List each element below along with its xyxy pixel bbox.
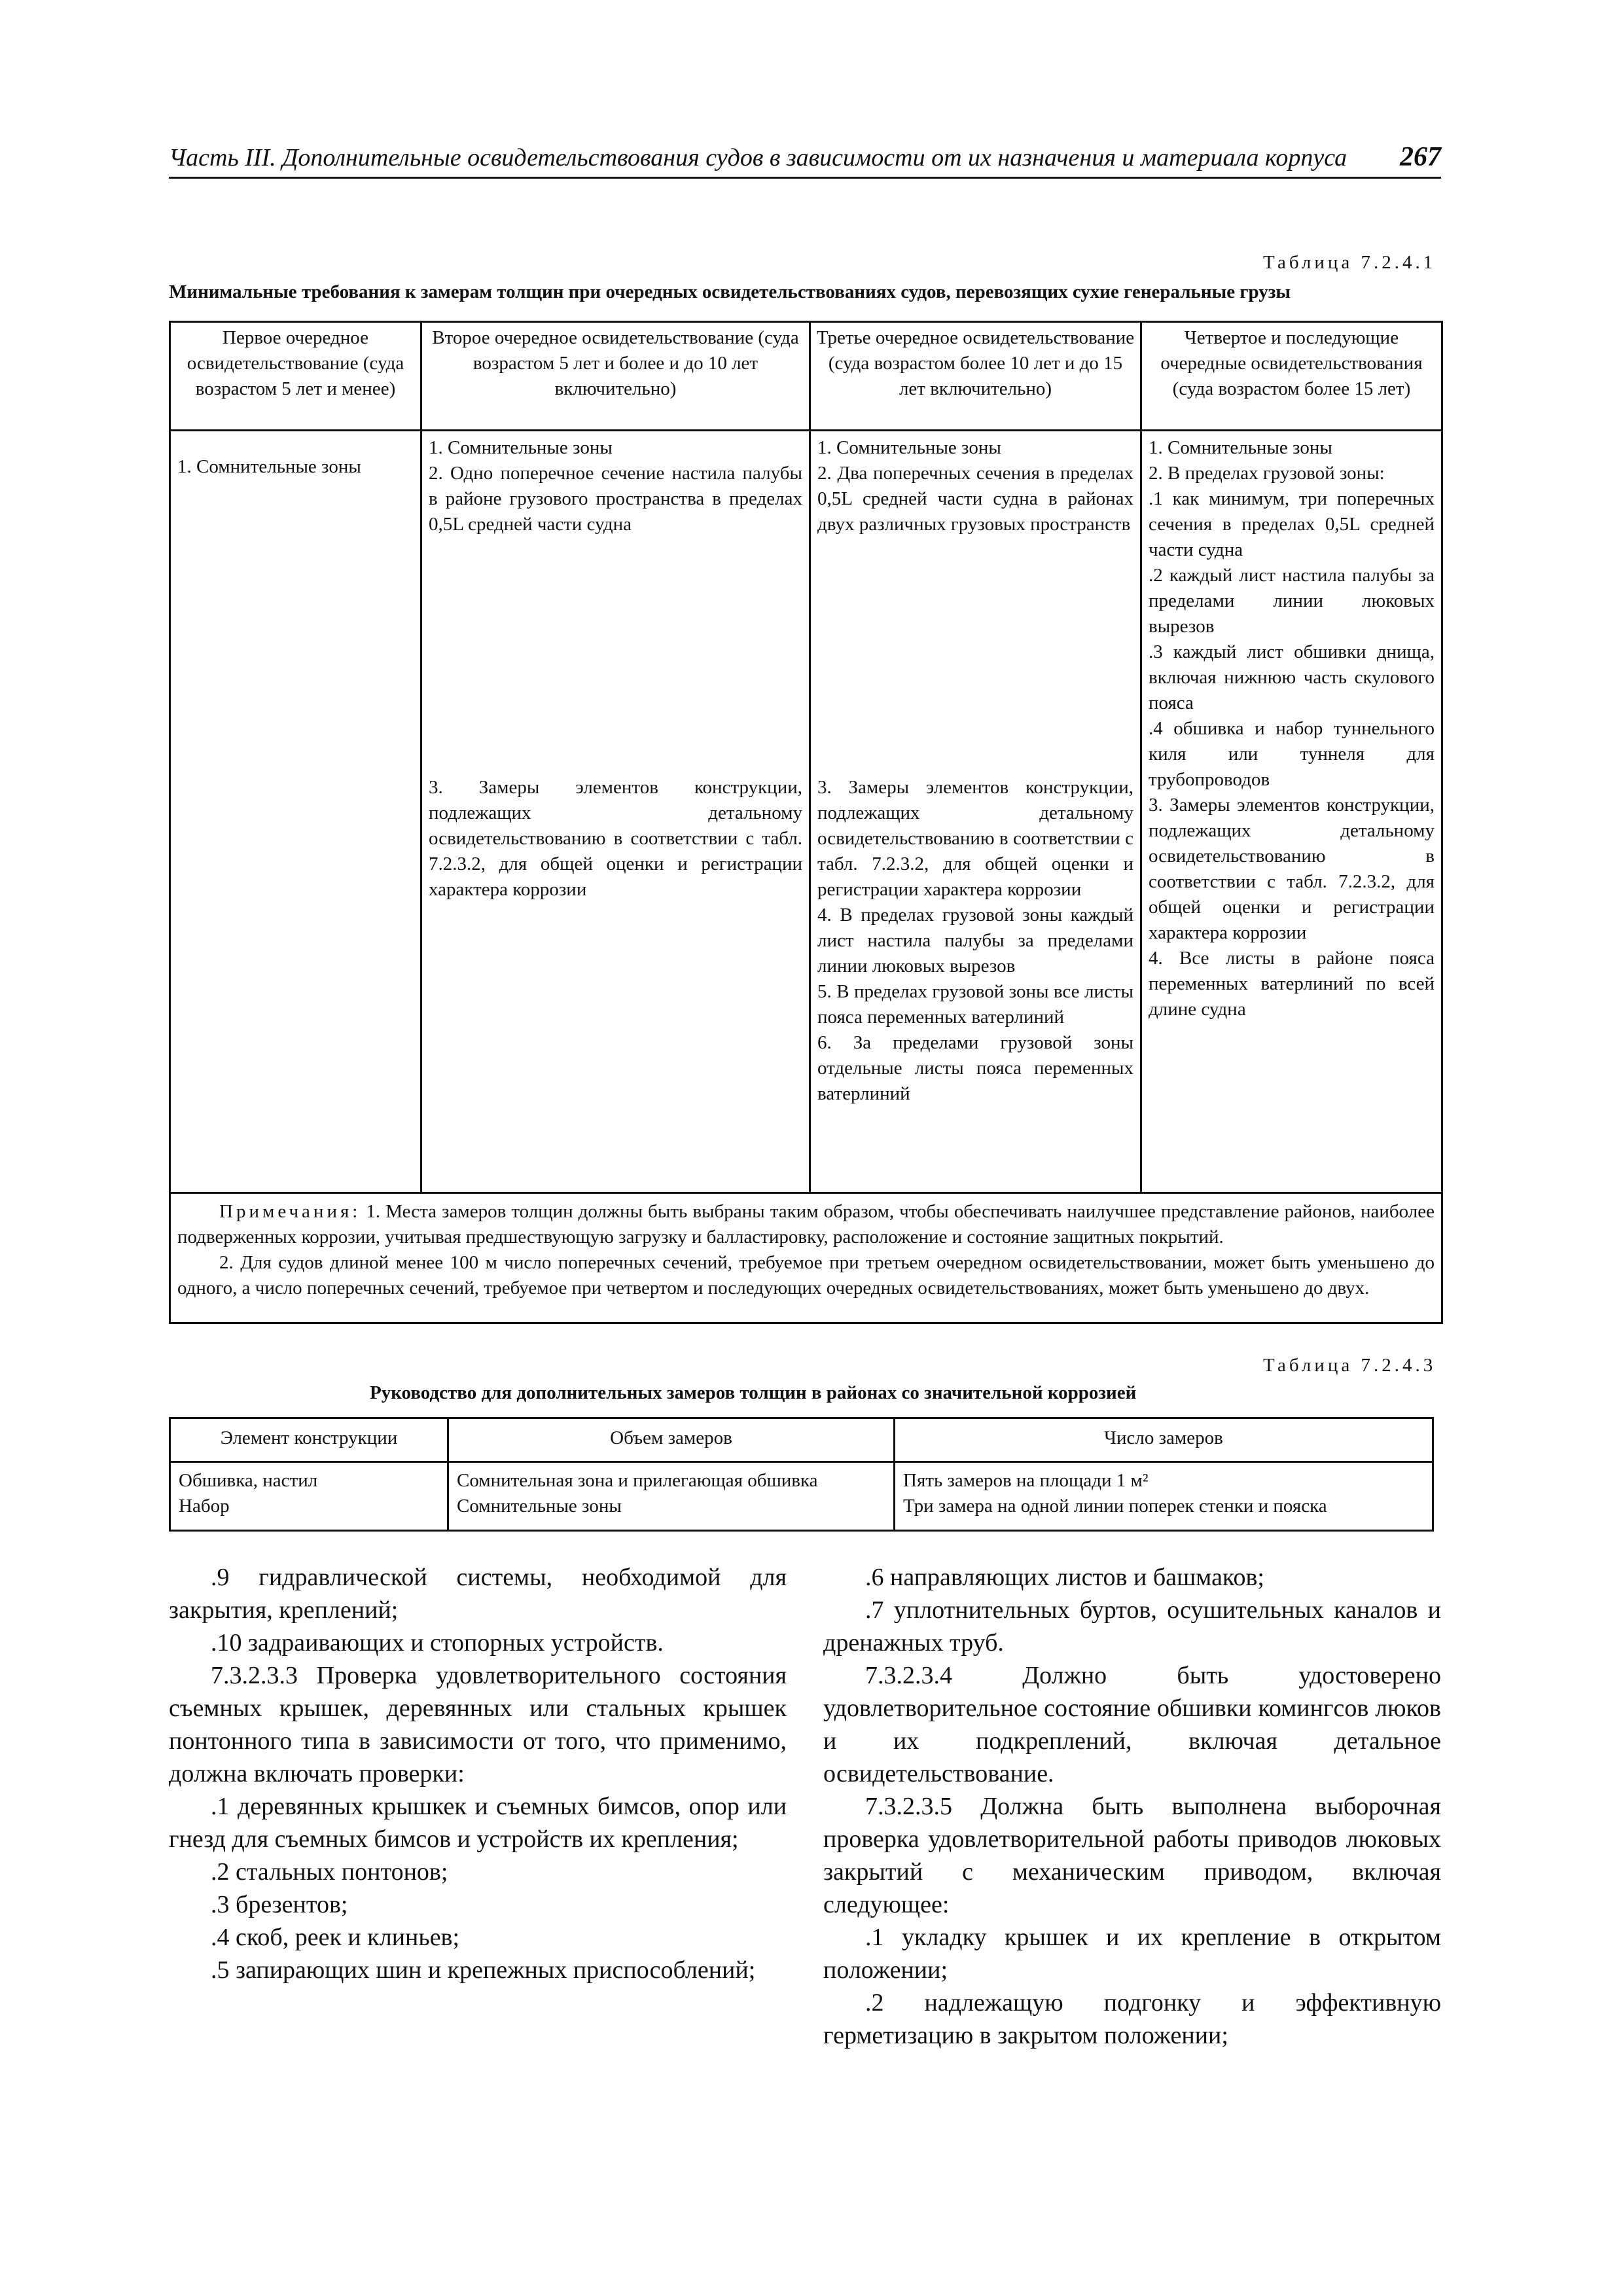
- header-cell: Объем замеров: [448, 1418, 895, 1462]
- paragraph: .4 скоб, реек и клиньев;: [211, 1924, 460, 1951]
- col-first-survey: [170, 431, 421, 1193]
- list-item: .3 каждый лист обшивки днища, включая нижнюю часть скулового пояса: [1149, 641, 1435, 713]
- list-item: 1. Сомнительные зоны: [817, 437, 1001, 458]
- table2-label: Таблица 7.2.4.3: [1263, 1355, 1436, 1376]
- col-fourth-survey: [1141, 431, 1442, 1193]
- list-item: 2. Два поперечных сечения в пределах 0,5L средней части судна в районах двух различных грузовых пространств: [817, 463, 1133, 535]
- paragraph: .6 направляющих листов и башмаков;: [865, 1564, 1264, 1591]
- table-7-2-4-1: [169, 321, 1443, 1324]
- cell-text: Сомнительные зоны: [457, 1496, 622, 1516]
- paragraph: .1 деревянных крышкек и съемных бимсов, опор или гнезд для съемных бимсов и устройств их крепления;: [169, 1793, 787, 1853]
- list-item: 1. Сомнительные зоны: [429, 437, 613, 458]
- col-third-survey: [810, 431, 1141, 1193]
- list-item: 4. В пределах грузовой зоны каждый лист настила палубы за пределами линии люковых вырезов: [817, 905, 1133, 977]
- table1-caption: Минимальные требования к замерам толщин при очередных освидетельствованиях судов, перевозящих сухие генеральные грузы: [169, 281, 1291, 302]
- header-title: Часть III. Дополнительные освидетельствования судов в зависимости от их назначения и материала корпуса: [169, 144, 1347, 171]
- list-item: 1. Сомнительные зоны: [177, 456, 361, 477]
- header-cell: Третье очередное освидетельствование (суда возрастом более 10 лет и до 15 лет включительно): [810, 322, 1141, 431]
- list-item: 2. Одно поперечное сечение настила палубы в районе грузового пространства в пределах 0,5L средней части судна: [429, 463, 802, 535]
- cell-text: Три замера на одной линии поперек стенки и пояска: [903, 1496, 1327, 1516]
- paragraph: .9 гидравлической системы, необходимой для закрытия, креплений;: [169, 1564, 787, 1624]
- table-cell: [895, 1462, 1433, 1531]
- table-cell: [448, 1462, 895, 1531]
- table1-label: Таблица 7.2.4.1: [1263, 252, 1436, 273]
- cell-text: Сомнительная зона и прилегающая обшивка: [457, 1470, 818, 1491]
- table-notes: [170, 1193, 1442, 1323]
- header-cell: Число замеров: [895, 1418, 1433, 1462]
- paragraph: 7.3.2.3.5 Должна быть выполнена выборочная проверка удовлетворительной работы приводов люковых закрытий с механическим приводом, включая следующее:: [823, 1793, 1441, 1918]
- cell-text: Пять замеров на площади 1 м²: [903, 1470, 1149, 1491]
- list-item: .4 обшивка и набор туннельного киля или туннеля для трубопроводов: [1149, 718, 1435, 790]
- right-column: [823, 1561, 1441, 2052]
- list-item: .2 каждый лист настила палубы за пределами линии люковых вырезов: [1149, 565, 1435, 637]
- col-second-survey: [421, 431, 810, 1193]
- paragraph: 7.3.2.3.4 Должно быть удостоверено удовлетворительное состояние обшивки комингсов люков и их подкреплений, включая детальное освидетельствование.: [823, 1662, 1441, 1787]
- note-2: 2. Для судов длиной менее 100 м число поперечных сечений, требуемое при третьем очередном освидетельствовании, может быть уменьшено до одного, а число поперечных сечений, требуемое при четвертом и последующих очередных освидетельствованиях, может быть уменьшено до двух.: [177, 1252, 1435, 1299]
- list-item: 3. Замеры элементов конструкции, подлежащих детальному освидетельствованию в соответствии с табл. 7.2.3.2, для общей оценки и регистрации характера коррозии: [817, 777, 1133, 900]
- paragraph: .2 стальных понтонов;: [211, 1858, 448, 1886]
- paragraph: 7.3.2.3.3 Проверка удовлетворительного состояния съемных крышек, деревянных или стальных крышек понтонного типа в зависимости от того, что применимо, должна включать проверки:: [169, 1662, 787, 1787]
- running-header: [169, 141, 1441, 179]
- list-item: 3. Замеры элементов конструкции, подлежащих детальному освидетельствованию в соответствии с табл. 7.2.3.2, для общей оценки и регистрации характера коррозии: [1149, 795, 1435, 943]
- list-item: 5. В пределах грузовой зоны все листы пояса переменных ватерлиний: [817, 981, 1133, 1028]
- list-item: 2. В пределах грузовой зоны:: [1149, 463, 1385, 484]
- paragraph: .2 надлежащую подгонку и эффективную герметизацию в закрытом положении;: [823, 1989, 1441, 2049]
- body-text: [169, 1561, 1441, 2052]
- notes-label: Примечания:: [219, 1201, 361, 1222]
- list-item: 6. За пределами грузовой зоны отдельные листы пояса переменных ватерлиний: [817, 1032, 1133, 1104]
- page-number: 267: [1400, 142, 1441, 172]
- notes-row: [170, 1193, 1442, 1323]
- paragraph: .1 укладку крышек и их крепление в открытом положении;: [823, 1924, 1441, 1984]
- table-header-row: [170, 1418, 1433, 1462]
- left-column: [169, 1561, 787, 2052]
- header-cell: Первое очередное освидетельствование (суда возрастом 5 лет и менее): [170, 322, 421, 431]
- table-row: [170, 1462, 1433, 1531]
- list-item: .1 как минимум, три поперечных сечения в пределах 0,5L средней части судна: [1149, 488, 1435, 560]
- paragraph: .10 задраивающих и стопорных устройств.: [211, 1629, 664, 1657]
- header-cell: Элемент конструкции: [170, 1418, 448, 1462]
- cell-text: Набор: [179, 1496, 230, 1516]
- table-row: [170, 431, 1442, 1193]
- list-item: 4. Все листы в районе пояса переменных ватерлиний по всей длине судна: [1149, 948, 1435, 1020]
- header-cell: Второе очередное освидетельствование (суда возрастом 5 лет и более и до 10 лет включительно): [421, 322, 810, 431]
- table-header-row: [170, 322, 1442, 431]
- paragraph: .3 брезентов;: [211, 1891, 348, 1918]
- table-cell: [170, 1462, 448, 1531]
- note-1: 1. Места замеров толщин должны быть выбраны таким образом, чтобы обеспечивать наилучшее представление районов, наиболее подверженных коррозии, учитывая предшествующую загрузку и балластировку, расположение и состояние защитных покрытий.: [177, 1201, 1435, 1247]
- list-item: 1. Сомнительные зоны: [1149, 437, 1332, 458]
- table-7-2-4-3: [169, 1417, 1434, 1532]
- paragraph: .7 уплотнительных буртов, осушительных каналов и дренажных труб.: [823, 1596, 1441, 1657]
- list-item: 3. Замеры элементов конструкции, подлежащих детальному освидетельствованию в соответствии с табл. 7.2.3.2, для общей оценки и регистрации характера коррозии: [429, 777, 802, 900]
- header-cell: Четвертое и последующие очередные освидетельствования (суда возрастом более 15 лет): [1141, 322, 1442, 431]
- paragraph: .5 запирающих шин и крепежных приспособлений;: [211, 1956, 756, 1984]
- table2-caption: Руководство для дополнительных замеров толщин в районах со значительной коррозией: [370, 1382, 1137, 1403]
- cell-text: Обшивка, настил: [179, 1470, 318, 1491]
